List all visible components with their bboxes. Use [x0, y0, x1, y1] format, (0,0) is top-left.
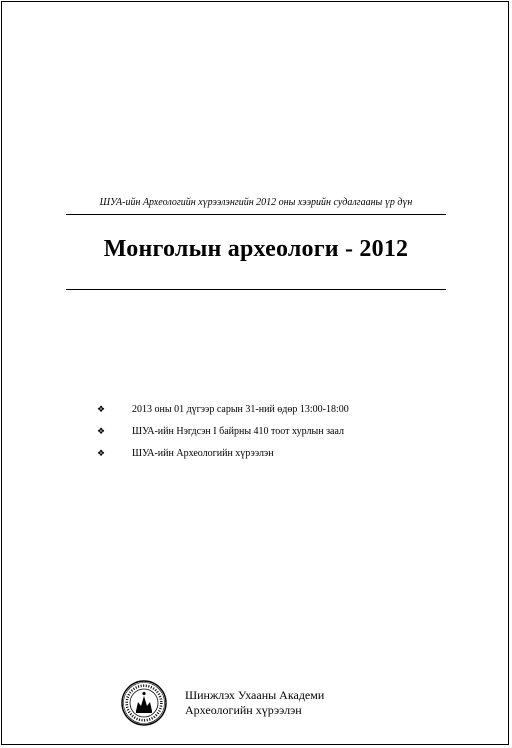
event-date-text: 2013 оны 01 дүгээр сарын 31-ний өдөр 13:00-18:00	[132, 403, 349, 415]
institute-seal-icon	[121, 680, 167, 726]
event-venue-item	[96, 420, 349, 442]
institution-name	[185, 688, 324, 718]
event-date-item	[96, 398, 349, 420]
diamond-bullet-icon: ❖	[96, 403, 106, 414]
event-organizer-item	[96, 442, 349, 464]
bottom-divider	[66, 289, 446, 290]
diamond-bullet-icon: ❖	[96, 425, 106, 436]
academy-name: Шинжлэх Ухааны Академи	[185, 688, 325, 702]
event-details-list	[96, 398, 349, 464]
document-title: Монголын археологи - 2012	[103, 236, 409, 262]
series-subtitle: ШУА-ийн Археологийн хүрээлэнгийн 2012 оны хээрийн судалгааны үр дүн	[99, 197, 413, 208]
event-venue-text: ШУА-ийн Нэгдсэн I байрны 410 тоот хурлын заал	[132, 425, 344, 437]
institution-footer	[121, 680, 324, 726]
event-organizer-text: ШУА-ийн Археологийн хүрээлэн	[132, 447, 274, 459]
top-divider	[66, 214, 446, 215]
page-border	[1, 1, 509, 745]
institute-name: Археологийн хүрээлэн	[185, 703, 302, 717]
diamond-bullet-icon: ❖	[96, 447, 106, 458]
